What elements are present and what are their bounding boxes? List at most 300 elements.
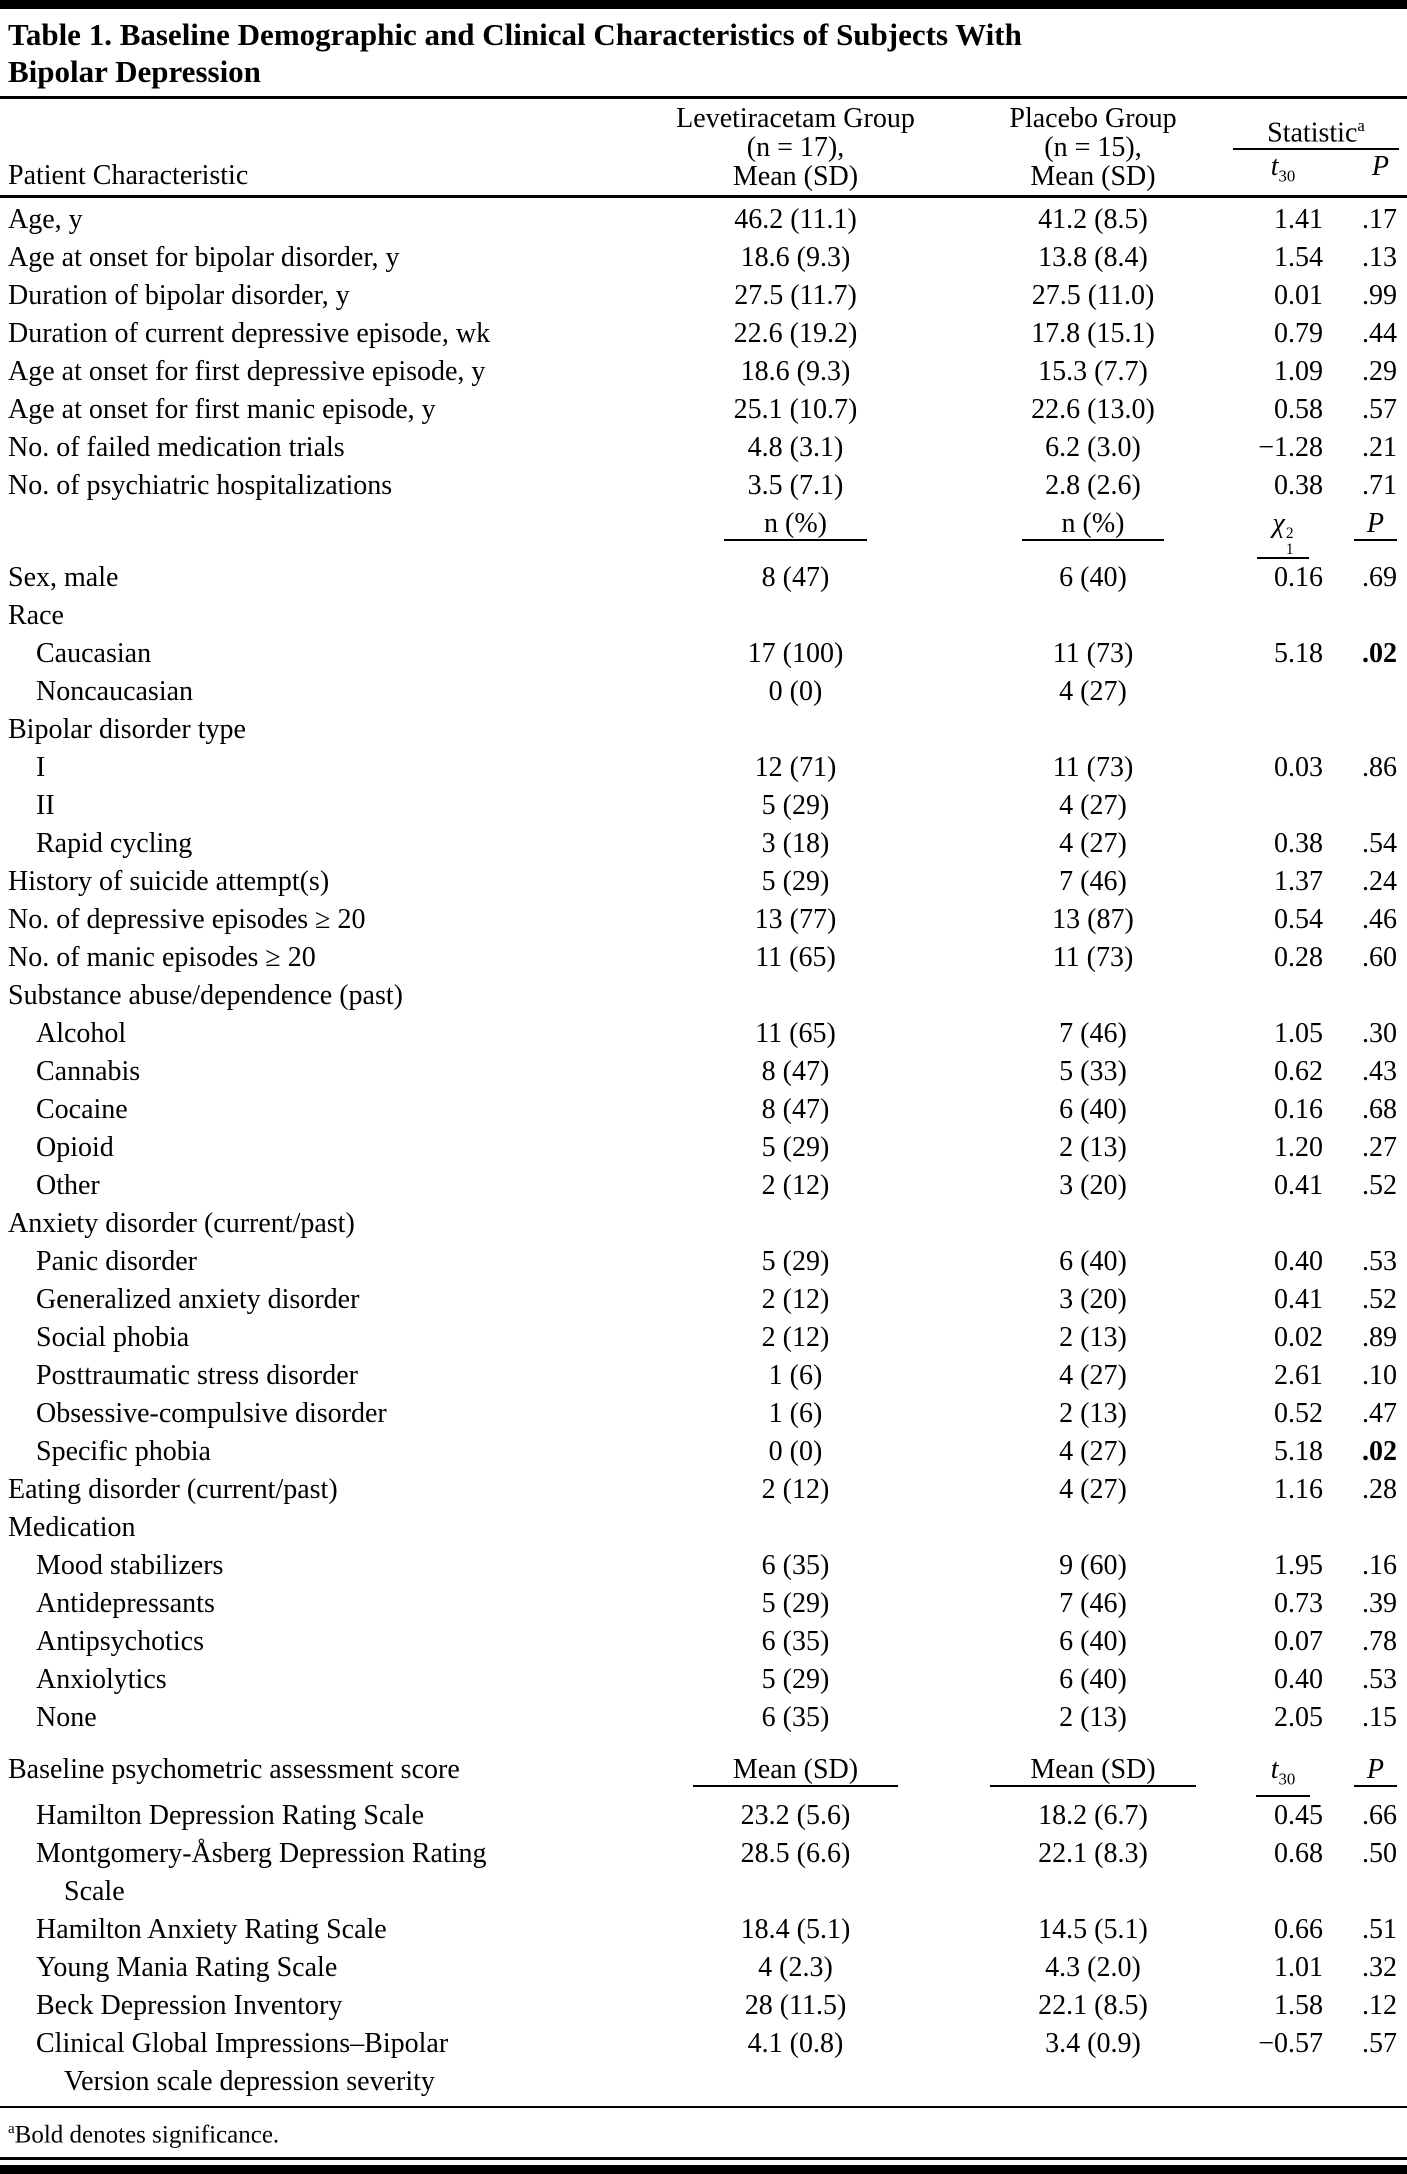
p-value-cell: .47 — [1362, 1397, 1397, 1429]
levetiracetam-value-cell: 2 (12) — [761, 1169, 830, 1201]
p-value-cell: .39 — [1362, 1587, 1397, 1619]
p-value-cell: .78 — [1362, 1625, 1397, 1657]
statistic-value-cell: 1.05 — [1274, 1017, 1323, 1049]
p-value-cell: .30 — [1362, 1017, 1397, 1049]
table-row — [8, 1585, 1399, 1623]
table-row — [8, 939, 1399, 977]
levetiracetam-header-line3: Mean (SD) — [732, 161, 859, 192]
p-header — [1333, 152, 1399, 191]
table-row — [8, 559, 1399, 597]
placebo-value-cell: 3.4 (0.9) — [1045, 2027, 1141, 2059]
statistic-superscript: 2 — [1285, 525, 1294, 543]
row-label: Hamilton Anxiety Rating Scale — [36, 1913, 387, 1945]
row-label: Medication — [8, 1511, 136, 1543]
footnote — [0, 2108, 1407, 2157]
placebo-value-cell: 4 (27) — [1059, 1359, 1127, 1391]
levetiracetam-value-cell: 1 (6) — [768, 1359, 823, 1391]
statistic-value-cell: 0.03 — [1274, 751, 1323, 783]
placebo-value-cell: 7 (46) — [1059, 1587, 1127, 1619]
levetiracetam-value-cell: 12 (71) — [754, 751, 837, 783]
placebo-value-cell: 3 (20) — [1059, 1169, 1127, 1201]
statistic-value-cell: 0.07 — [1274, 1625, 1323, 1657]
row-label: Antidepressants — [36, 1587, 215, 1619]
statistic-value-cell: 1.16 — [1274, 1473, 1323, 1505]
table-row — [8, 787, 1399, 825]
levetiracetam-value-cell: 6 (35) — [761, 1625, 830, 1657]
p-symbol: P — [1366, 508, 1384, 539]
statistic-label-text: Statistic — [1267, 117, 1358, 149]
table-row — [8, 749, 1399, 787]
statistic-value-cell: 0.01 — [1274, 280, 1323, 311]
group-header-row — [8, 1509, 1399, 1547]
statistic-value-cell: 1.95 — [1274, 1549, 1323, 1581]
row-label: Age at onset for first depressive episode, y — [8, 356, 486, 387]
row-label-line1: Montgomery-Åsberg Depression Rating — [36, 1837, 487, 1869]
row-label: Bipolar disorder type — [8, 713, 246, 745]
placebo-value-cell: 2.8 (2.6) — [1045, 470, 1141, 501]
table-row — [8, 1433, 1399, 1471]
n-percent-subheader: Mean (SD) — [693, 1754, 898, 1787]
statistic-value-cell: −1.28 — [1258, 432, 1323, 463]
statistic-sup-sub — [1286, 526, 1294, 557]
levetiracetam-value-cell: 5 (29) — [761, 789, 830, 821]
levetiracetam-value-cell: 4.1 (0.8) — [747, 2027, 844, 2059]
row-label: Sex, male — [8, 561, 119, 593]
table-row — [8, 201, 1399, 239]
table-row — [8, 1835, 1399, 1911]
statistic-symbol — [1272, 508, 1294, 558]
statistic-value-cell: 0.40 — [1274, 1663, 1323, 1695]
statistic-symbol-base: t — [1270, 1753, 1279, 1785]
table-title-line2: Bipolar Depression — [8, 54, 261, 89]
levetiracetam-value-cell: 2 (12) — [761, 1473, 830, 1505]
p-value-cell — [1333, 1751, 1399, 1789]
statistic-value-cell: 0.16 — [1274, 561, 1323, 593]
statistic-header — [1233, 111, 1399, 191]
row-label: Age, y — [8, 204, 83, 235]
levetiracetam-group-header — [638, 104, 953, 191]
table-row — [8, 635, 1399, 673]
placebo-value-cell: 2 (13) — [1059, 1321, 1127, 1353]
statistic-value-cell: 0.38 — [1274, 470, 1323, 501]
placebo-value-cell: 6.2 (3.0) — [1045, 432, 1141, 463]
row-label: Opioid — [36, 1131, 114, 1163]
t30-header — [1233, 152, 1333, 191]
statistic-value-cell: −0.57 — [1258, 2027, 1323, 2059]
placebo-value-cell: 9 (60) — [1059, 1549, 1127, 1581]
statistic-value-cell: 1.37 — [1274, 865, 1323, 897]
statistic-value-cell: 0.28 — [1274, 941, 1323, 973]
row-label: Hamilton Depression Rating Scale — [36, 1799, 425, 1831]
p-value-cell: .50 — [1362, 1837, 1397, 1869]
levetiracetam-value-cell: 4.8 (3.1) — [747, 432, 844, 463]
table-row — [8, 673, 1399, 711]
row-label: Social phobia — [36, 1321, 190, 1353]
table-row — [8, 825, 1399, 863]
p-value-cell: .24 — [1362, 865, 1397, 897]
table-row — [8, 1167, 1399, 1205]
levetiracetam-value-cell: 2 (12) — [761, 1283, 830, 1315]
table-row — [8, 1623, 1399, 1661]
placebo-value-cell: 17.8 (15.1) — [1031, 318, 1155, 349]
table-row — [8, 1547, 1399, 1585]
table-row — [8, 1091, 1399, 1129]
statistic-subscript: 30 — [1278, 1769, 1296, 1789]
p-value-cell: .89 — [1362, 1321, 1397, 1353]
statistic-value-cell: 0.02 — [1274, 1321, 1323, 1353]
placebo-value-cell: 4 (27) — [1059, 1435, 1127, 1467]
levetiracetam-value-cell: 8 (47) — [761, 561, 830, 593]
p-value-cell: .43 — [1362, 1055, 1397, 1087]
p-value-cell — [1333, 505, 1399, 543]
p-value-cell: .27 — [1362, 1131, 1397, 1163]
n-percent-subheader: n (%) — [1022, 508, 1165, 541]
p-value-cell: .52 — [1362, 1169, 1397, 1201]
p-value-cell: .44 — [1362, 318, 1397, 349]
p-value-cell: .32 — [1362, 1951, 1397, 1983]
statistic-value-cell: 5.18 — [1274, 637, 1323, 669]
placebo-value-cell: 11 (73) — [1052, 751, 1134, 783]
p-value-cell: .46 — [1362, 903, 1397, 935]
levetiracetam-header-line2: (n = 17), — [746, 132, 845, 163]
statistic-value-cell: 0.58 — [1274, 394, 1323, 425]
group-header-row — [8, 597, 1399, 635]
statistic-value-cell — [1233, 1751, 1333, 1797]
row-label: Anxiolytics — [36, 1663, 167, 1695]
group-header-row — [8, 1205, 1399, 1243]
statistic-value-cell: 0.73 — [1274, 1587, 1323, 1619]
statistic-subheader — [1257, 508, 1308, 559]
statistic-subscript: 1 — [1285, 540, 1294, 558]
p-value-cell: .53 — [1362, 1245, 1397, 1277]
row-label: Mood stabilizers — [36, 1549, 224, 1581]
row-label: Cannabis — [36, 1055, 141, 1087]
row-label: Antipsychotics — [36, 1625, 204, 1657]
placebo-value-cell: 13 (87) — [1052, 903, 1134, 935]
placebo-value-cell: 6 (40) — [1059, 561, 1127, 593]
row-label: Duration of current depressive episode, wk — [8, 318, 491, 349]
p-value-cell: .02 — [1362, 637, 1397, 669]
p-value-cell: .71 — [1362, 470, 1397, 501]
t-symbol: t — [1270, 151, 1279, 183]
row-label: Duration of bipolar disorder, y — [8, 280, 350, 311]
placebo-value-cell: 4 (27) — [1059, 789, 1127, 821]
levetiracetam-value-cell: 27.5 (11.7) — [734, 280, 857, 311]
levetiracetam-header-line1: Levetiracetam Group — [676, 103, 915, 134]
table-row — [8, 467, 1399, 505]
table-row — [8, 353, 1399, 391]
statistic-label — [1233, 111, 1399, 150]
row-label: Panic disorder — [36, 1245, 197, 1277]
placebo-value-cell: 3 (20) — [1059, 1283, 1127, 1315]
table-row — [8, 1357, 1399, 1395]
row-label-line1: Clinical Global Impressions–Bipolar — [36, 2027, 449, 2059]
statistic-value-cell: 0.40 — [1274, 1245, 1323, 1277]
table-row — [8, 1471, 1399, 1509]
p-value-cell: .57 — [1362, 394, 1397, 425]
row-label: Anxiety disorder (current/past) — [8, 1207, 355, 1239]
row-label: Age at onset for first manic episode, y — [8, 394, 436, 425]
table-row — [8, 1661, 1399, 1699]
placebo-value-cell: 4 (27) — [1059, 675, 1127, 707]
row-label: Caucasian — [36, 637, 152, 669]
statistic-value-cell: 0.62 — [1274, 1055, 1323, 1087]
levetiracetam-value-cell: 18.6 (9.3) — [740, 356, 851, 387]
group-header-row — [8, 711, 1399, 749]
row-label: Substance abuse/dependence (past) — [8, 979, 403, 1011]
row-label: Specific phobia — [36, 1435, 211, 1467]
placebo-value-cell: 5 (33) — [1059, 1055, 1127, 1087]
p-value-cell: .68 — [1362, 1093, 1397, 1125]
statistic-value-cell: 0.41 — [1274, 1283, 1323, 1315]
statistic-value-cell: 1.54 — [1274, 242, 1323, 273]
table-row — [8, 1987, 1399, 2025]
statistic-subcolumns — [1233, 150, 1399, 191]
placebo-value-cell: 2 (13) — [1059, 1701, 1127, 1733]
statistic-value-cell: 0.52 — [1274, 1397, 1323, 1429]
levetiracetam-value-cell: 8 (47) — [761, 1055, 830, 1087]
statistic-value-cell — [1233, 505, 1333, 559]
p-symbol: P — [1371, 151, 1389, 183]
row-label: Other — [36, 1169, 100, 1201]
row-label-line2: Scale — [64, 1875, 125, 1907]
p-value-cell: .10 — [1362, 1359, 1397, 1391]
table-row — [8, 1015, 1399, 1053]
row-label: History of suicide attempt(s) — [8, 865, 330, 897]
levetiracetam-value-cell: 2 (12) — [761, 1321, 830, 1353]
table-row — [8, 1243, 1399, 1281]
p-value-cell: .12 — [1362, 1989, 1397, 2021]
p-value-cell: .99 — [1362, 280, 1397, 311]
placebo-value-cell — [953, 1751, 1233, 1789]
statistic-value-cell: 1.09 — [1274, 356, 1323, 387]
statistic-value-cell: 1.58 — [1274, 1989, 1323, 2021]
row-label: II — [36, 789, 55, 821]
footnote-marker: a — [8, 2120, 15, 2137]
statistic-value-cell: 0.38 — [1274, 827, 1323, 859]
row-label: Generalized anxiety disorder — [36, 1283, 360, 1315]
patient-characteristic-header: Patient Characteristic — [8, 160, 249, 191]
levetiracetam-value-cell: 5 (29) — [761, 865, 830, 897]
row-label: Baseline psychometric assessment score — [8, 1753, 460, 1785]
row-label: Posttraumatic stress disorder — [36, 1359, 358, 1391]
placebo-header-line3: Mean (SD) — [1030, 161, 1156, 192]
statistic-symbol — [1270, 1753, 1296, 1789]
levetiracetam-value-cell: 4 (2.3) — [758, 1951, 833, 1983]
placebo-value-cell: 22.1 (8.5) — [1038, 1989, 1148, 2021]
row-label: No. of depressive episodes ≥ 20 — [8, 903, 366, 935]
placebo-header-line2: (n = 15), — [1044, 132, 1142, 163]
row-label: Young Mania Rating Scale — [36, 1951, 338, 1983]
table-title — [0, 9, 1407, 96]
statistic-value-cell: 0.45 — [1274, 1799, 1323, 1831]
table-row — [8, 277, 1399, 315]
levetiracetam-value-cell: 23.2 (5.6) — [740, 1799, 851, 1831]
column-header-row — [0, 99, 1407, 195]
p-value-cell: .21 — [1362, 432, 1397, 463]
table-row — [8, 1281, 1399, 1319]
levetiracetam-value-cell: 5 (29) — [761, 1131, 830, 1163]
placebo-value-cell: 6 (40) — [1059, 1093, 1127, 1125]
table-row — [8, 239, 1399, 277]
levetiracetam-value-cell: 11 (65) — [755, 1017, 836, 1049]
levetiracetam-value-cell: 3.5 (7.1) — [747, 470, 844, 501]
levetiracetam-value-cell — [638, 1751, 953, 1789]
row-label — [8, 2025, 638, 2101]
levetiracetam-value-cell: 1 (6) — [768, 1397, 823, 1429]
statistic-value-cell: 1.41 — [1274, 204, 1323, 235]
table-body — [0, 198, 1407, 2106]
table-row — [8, 863, 1399, 901]
row-label — [8, 1835, 638, 1911]
levetiracetam-value-cell — [638, 505, 953, 543]
row-label: Race — [8, 599, 64, 631]
levetiracetam-value-cell: 28.5 (6.6) — [740, 1837, 851, 1869]
bottom-rule-thin — [0, 2157, 1407, 2160]
placebo-value-cell: 22.6 (13.0) — [1031, 394, 1155, 425]
levetiracetam-value-cell: 18.4 (5.1) — [740, 1913, 851, 1945]
levetiracetam-value-cell: 46.2 (11.1) — [734, 204, 857, 235]
table-row — [8, 391, 1399, 429]
p-value-cell: .66 — [1362, 1799, 1397, 1831]
statistic-symbol-base: χ — [1272, 508, 1285, 539]
placebo-value-cell: 11 (73) — [1052, 637, 1134, 669]
statistic-value-cell: 0.66 — [1274, 1913, 1323, 1945]
statistic-value-cell: 0.54 — [1274, 903, 1323, 935]
row-label: Alcohol — [36, 1017, 127, 1049]
levetiracetam-value-cell: 0 (0) — [768, 1435, 823, 1467]
p-symbol: P — [1366, 1753, 1384, 1785]
statistic-value-cell: 0.68 — [1274, 1837, 1323, 1869]
p-value-cell: .17 — [1362, 204, 1397, 235]
levetiracetam-value-cell: 22.6 (19.2) — [733, 318, 858, 349]
statistic-value-cell: 1.01 — [1274, 1951, 1323, 1983]
placebo-header-line1: Placebo Group — [1009, 103, 1177, 134]
levetiracetam-value-cell: 11 (65) — [755, 941, 836, 973]
levetiracetam-value-cell: 5 (29) — [761, 1245, 830, 1277]
table-row — [8, 1949, 1399, 1987]
placebo-value-cell: 41.2 (8.5) — [1038, 204, 1148, 235]
placebo-value-cell: 4 (27) — [1059, 827, 1127, 859]
placebo-value-cell: 27.5 (11.0) — [1031, 280, 1155, 311]
placebo-value-cell: 22.1 (8.3) — [1038, 1837, 1148, 1869]
levetiracetam-value-cell: 8 (47) — [761, 1093, 830, 1125]
p-value-cell: .86 — [1362, 751, 1397, 783]
levetiracetam-value-cell: 3 (18) — [761, 827, 830, 859]
levetiracetam-value-cell: 18.6 (9.3) — [740, 242, 851, 273]
table-row — [8, 429, 1399, 467]
p-value-cell: .52 — [1362, 1283, 1397, 1315]
levetiracetam-value-cell: 13 (77) — [754, 903, 837, 935]
row-label: I — [36, 751, 46, 783]
placebo-value-cell: 6 (40) — [1059, 1625, 1127, 1657]
n-percent-subheader: n (%) — [724, 508, 867, 541]
statistic-value-cell: 2.61 — [1274, 1359, 1323, 1391]
levetiracetam-value-cell: 0 (0) — [768, 675, 823, 707]
placebo-value-cell: 7 (46) — [1059, 865, 1127, 897]
levetiracetam-value-cell: 17 (100) — [747, 637, 844, 669]
statistic-value-cell: 0.79 — [1274, 318, 1323, 349]
p-value-cell: .51 — [1362, 1913, 1397, 1945]
placebo-value-cell — [953, 505, 1233, 543]
p-value-cell: .69 — [1362, 561, 1397, 593]
row-label: Eating disorder (current/past) — [8, 1473, 338, 1505]
table-row — [8, 1797, 1399, 1835]
placebo-value-cell: 4 (27) — [1059, 1473, 1127, 1505]
levetiracetam-value-cell: 5 (29) — [761, 1663, 830, 1695]
statistic-value-cell: 2.05 — [1274, 1701, 1323, 1733]
placebo-value-cell: 11 (73) — [1052, 941, 1134, 973]
table-row — [8, 1319, 1399, 1357]
statistic-value-cell: 0.41 — [1274, 1169, 1323, 1201]
t-subscript: 30 — [1278, 167, 1296, 186]
table-top-rule — [0, 0, 1407, 9]
statistic-footnote-marker: a — [1357, 116, 1365, 136]
table-row — [8, 1053, 1399, 1091]
levetiracetam-value-cell: 5 (29) — [761, 1587, 830, 1619]
placebo-value-cell: 15.3 (7.7) — [1038, 356, 1148, 387]
placebo-value-cell: 4.3 (2.0) — [1045, 1951, 1141, 1983]
table-row — [8, 1129, 1399, 1167]
levetiracetam-value-cell: 6 (35) — [761, 1701, 830, 1733]
table-title-line1: Table 1. Baseline Demographic and Clinical Characteristics of Subjects With — [8, 17, 1022, 52]
p-value-cell: .02 — [1362, 1435, 1397, 1467]
statistic-value-cell: 5.18 — [1274, 1435, 1323, 1467]
subheader-row — [8, 505, 1399, 559]
bottom-rule-thick — [0, 2165, 1407, 2174]
row-label: No. of manic episodes ≥ 20 — [8, 941, 316, 973]
p-value-cell: .57 — [1362, 2027, 1397, 2059]
placebo-value-cell: 14.5 (5.1) — [1038, 1913, 1148, 1945]
p-subheader — [1354, 1754, 1397, 1787]
p-value-cell: .13 — [1362, 242, 1397, 273]
placebo-value-cell: 2 (13) — [1059, 1397, 1127, 1429]
table-row — [8, 2025, 1399, 2101]
levetiracetam-value-cell: 25.1 (10.7) — [733, 394, 858, 425]
placebo-value-cell: 6 (40) — [1059, 1245, 1127, 1277]
p-value-cell: .54 — [1362, 827, 1397, 859]
placebo-value-cell: 18.2 (6.7) — [1038, 1799, 1148, 1831]
table-row — [8, 1699, 1399, 1737]
p-value-cell: .28 — [1362, 1473, 1397, 1505]
statistic-subheader — [1256, 1754, 1311, 1797]
row-label: Rapid cycling — [36, 827, 193, 859]
placebo-value-cell: 2 (13) — [1059, 1131, 1127, 1163]
p-subheader — [1354, 508, 1397, 541]
levetiracetam-value-cell: 6 (35) — [761, 1549, 830, 1581]
p-value-cell: .60 — [1362, 941, 1397, 973]
table-row — [8, 1911, 1399, 1949]
row-label: Noncaucasian — [36, 675, 194, 707]
row-label: No. of failed medication trials — [8, 432, 345, 463]
placebo-group-header — [953, 104, 1233, 191]
row-label: Obsessive-compulsive disorder — [36, 1397, 387, 1429]
p-value-cell: .53 — [1362, 1663, 1397, 1695]
p-value-cell: .29 — [1362, 356, 1397, 387]
placebo-value-cell: 6 (40) — [1059, 1663, 1127, 1695]
row-label: No. of psychiatric hospitalizations — [8, 470, 393, 501]
p-value-cell: .15 — [1362, 1701, 1397, 1733]
row-label: Age at onset for bipolar disorder, y — [8, 242, 400, 273]
table-row — [8, 315, 1399, 353]
placebo-value-cell: 7 (46) — [1059, 1017, 1127, 1049]
statistic-value-cell: 1.20 — [1274, 1131, 1323, 1163]
statistic-value-cell: 0.16 — [1274, 1093, 1323, 1125]
row-label-line2: Version scale depression severity — [64, 2065, 435, 2097]
table-row — [8, 1395, 1399, 1433]
n-percent-subheader: Mean (SD) — [990, 1754, 1195, 1787]
levetiracetam-value-cell: 28 (11.5) — [744, 1989, 847, 2021]
